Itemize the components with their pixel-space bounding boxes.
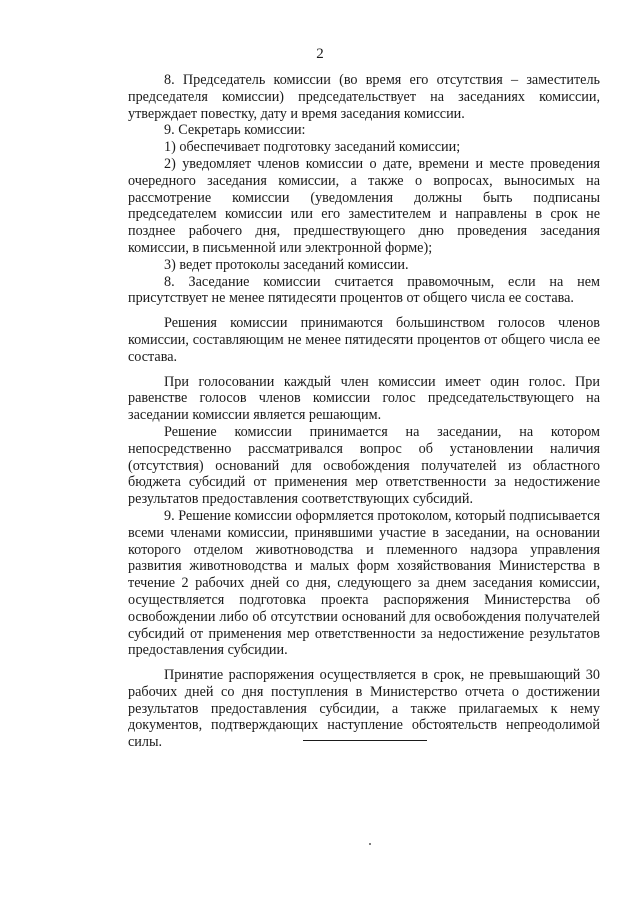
paragraph-chairman-duties: 8. Председатель комиссии (во время его отсутствия – заместитель председателя комиссии) председательствует на заседаниях комиссии, утверждает повестку, дату и время заседания комиссии.	[128, 72, 600, 122]
paragraph-order-deadline: Принятие распоряжения осуществляется в срок, не превышающий 30 рабочих дней со дня поступления в Министерство отчета о достижении результатов предоставления субсидии, а также прилагаемых к нему документов, подтверждающих наступление обстоятельств непреодолимой силы.	[128, 667, 600, 751]
paragraph-protocol: 9. Решение комиссии оформляется протоколом, который подписывается всеми членами комиссии, принявшими участие в заседании, на основании которого отделом животноводства и племенного надзора управления развития животноводства и малых форм хозяйствования Министерства в течение 2 рабочих дней со дня, следующего за днем заседания комиссии, осуществляется подготовка проекта распоряжения Министерства об освобождении либо об отсутствии оснований для освобождения получателей субсидий от применения мер ответственности за недостижение результатов предоставления субсидии.	[128, 507, 600, 659]
paragraph-secretary-item-2: 2) уведомляет членов комиссии о дате, времени и месте проведения очередного заседания комиссии, а также о вопросах, выносимых на рассмотрение комиссии (уведомления должны быть подписаны председателем комиссии или его заместителем и направлены в срок не позднее рабочего дня, предшествующего дню проведения заседания комиссии, в письменной или электронной форме);	[128, 155, 600, 256]
paragraph-quorum: 8. Заседание комиссии считается правомочным, если на нем присутствует не менее пятидесяти процентов от общего числа ее состава.	[128, 273, 600, 307]
paragraph-secretary-item-3: 3) ведет протоколы заседаний комиссии.	[164, 256, 409, 273]
paragraph-decision-at-meeting: Решение комиссии принимается на заседании, на котором непосредственно рассматривался вопрос об установлении наличия (отсутствия) оснований для освобождения получателей из областного бюджета субсидий от применения мер ответственности за недостижение результатов предоставления соответствующих субсидий.	[128, 423, 600, 508]
page-number: 2	[316, 46, 324, 62]
closing-rule-divider	[303, 740, 427, 741]
paragraph-majority-decisions: Решения комиссии принимаются большинством голосов членов комиссии, составляющим не менее пятидесяти процентов от общего числа ее состава.	[128, 315, 600, 365]
paragraph-secretary-heading: 9. Секретарь комиссии:	[164, 122, 306, 139]
document-body	[128, 72, 600, 751]
paragraph-voting: При голосовании каждый член комиссии имеет один голос. При равенстве голосов членов комиссии голос председательствующего на заседании комиссии является решающим.	[128, 373, 600, 424]
paragraph-secretary-item-1: 1) обеспечивает подготовку заседаний комиссии;	[164, 139, 461, 156]
scan-speck	[369, 843, 371, 845]
